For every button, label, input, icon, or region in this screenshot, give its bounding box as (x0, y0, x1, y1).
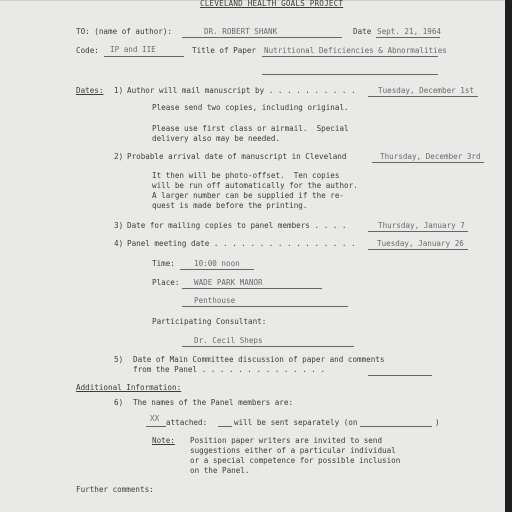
item-3-number: 3) (114, 221, 124, 230)
item-2-text: Probable arrival date of manuscript in Cleveland (127, 152, 347, 161)
code-value: IP and IIE (110, 45, 156, 54)
item-5-text-line1: Date of Main Committee discussion of paper and comments (133, 355, 385, 364)
item-1-text: Author will mail manuscript by . . . . . . . . . . (127, 86, 356, 95)
to-label: TO: (name of author): (76, 27, 173, 36)
separately-blank-underline (218, 426, 232, 427)
item-2-note-line3: A larger number can be supplied if the re- (152, 191, 345, 200)
item-2-note-line4: quest is made before the printing. (152, 201, 308, 210)
item-2-note-line1: It then will be photo-offset. Ten copies (152, 171, 340, 180)
time-underline (180, 269, 254, 270)
code-underline (104, 56, 184, 57)
note-label: Note: (152, 436, 175, 445)
dates-section-label: Dates: (76, 86, 104, 95)
item-6-text: The names of the Panel members are: (133, 398, 294, 407)
item-4-underline (368, 249, 468, 250)
item-1-underline (368, 96, 478, 97)
attached-check-mark: XX (150, 414, 160, 423)
title-of-paper-label: Title of Paper (192, 46, 257, 55)
code-label: Code: (76, 46, 99, 55)
consultant-label: Participating Consultant: (152, 317, 267, 326)
item-2-number: 2) (114, 152, 124, 161)
item-1-note-a: Please send two copies, including original. (152, 103, 349, 112)
item-1-note-b-line2: delivery also may be needed. (152, 134, 281, 143)
author-name-value: DR. ROBERT SHANK (204, 27, 278, 36)
consultant-underline (182, 346, 354, 347)
place-value-line2: Penthouse (194, 296, 236, 305)
time-label: Time: (152, 259, 175, 268)
separately-date-underline (360, 426, 432, 427)
date-value: Sept. 21, 1964 (377, 27, 442, 36)
date-label: Date (353, 27, 372, 36)
note-line4: on the Panel. (190, 466, 250, 475)
item-4-number: 4) (114, 239, 124, 248)
place-label: Place: (152, 278, 180, 287)
place-underline-2 (182, 306, 348, 307)
close-paren: ) (435, 418, 440, 427)
place-value-line1: WADE PARK MANOR (194, 278, 263, 287)
time-value: 10:00 noon (194, 259, 240, 268)
additional-info-label: Additional Information: (76, 383, 182, 392)
item-1-note-b-line1: Please use first class or airmail. Special (152, 124, 349, 133)
note-line1: Position paper writers are invited to send (190, 436, 383, 445)
item-5-underline (368, 375, 432, 376)
item-4-date-value: Tuesday, January 26 (377, 239, 464, 248)
attached-label: attached: (166, 418, 208, 427)
author-name-underline (182, 37, 342, 38)
item-6-number: 6) (114, 398, 124, 407)
item-1-date-value: Tuesday, December 1st (378, 86, 475, 95)
note-line2: suggestions either of a particular individual (190, 446, 396, 455)
note-line3: or a special competence for possible inclusion (190, 456, 401, 465)
title-underline-1 (262, 56, 438, 57)
item-3-underline (368, 231, 468, 232)
date-underline (376, 37, 440, 38)
item-1-number: 1) (114, 86, 124, 95)
title-underline-2 (262, 74, 438, 75)
item-3-text: Date for mailing copies to panel members . . . . (127, 221, 347, 230)
item-3-date-value: Thursday, January 7 (378, 221, 465, 230)
item-5-number: 5) (114, 355, 124, 364)
scan-background-edge (505, 0, 512, 512)
place-underline-1 (182, 288, 322, 289)
title-of-paper-value: Nutritional Deficiencies & Abnormalities (264, 46, 447, 55)
further-comments-label: Further comments: (76, 485, 154, 494)
item-2-underline (372, 162, 484, 163)
item-4-text: Panel meeting date . . . . . . . . . . . . . . . . (127, 239, 356, 248)
attached-blank-underline (146, 426, 166, 427)
page-title: CLEVELAND HEALTH GOALS PROJECT (200, 0, 344, 8)
item-2-date-value: Thursday, December 3rd (380, 152, 481, 161)
consultant-value: Dr. Cecil Sheps (194, 336, 263, 345)
separately-label: will be sent separately (on (234, 418, 358, 427)
item-2-note-line2: will be run off automatically for the author. (152, 181, 358, 190)
item-5-text-line2: from the Panel . . . . . . . . . . . . . . (133, 365, 326, 374)
